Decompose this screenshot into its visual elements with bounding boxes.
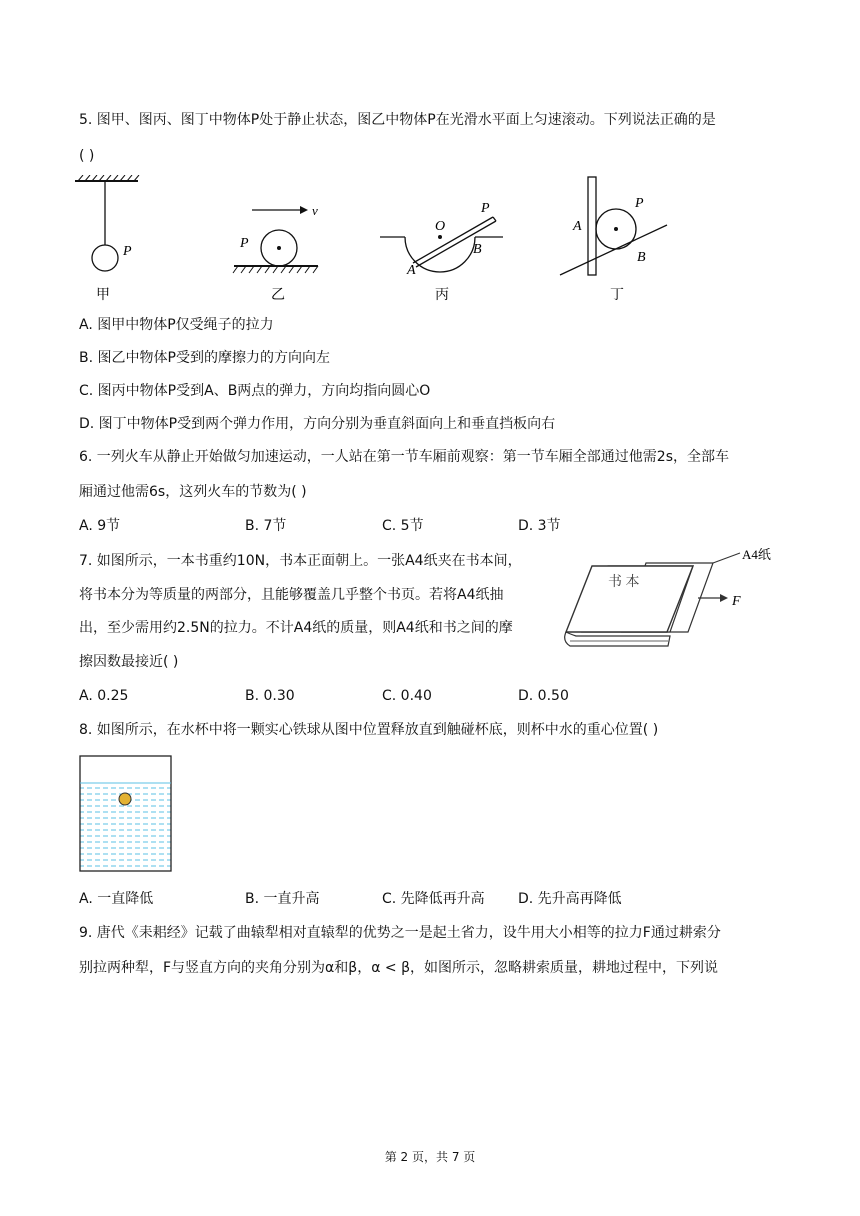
iron-ball <box>119 793 131 805</box>
q8-stem-line1: 8. 如图所示，在水杯中将一颗实心铁球从图中位置释放直到触碰杯底，则杯中水的重心位置( ) <box>79 722 659 738</box>
q9-stem-line1: 9. 唐代《耒耜经》记载了曲辕犁相对直辕犁的优势之一是起土省力，设牛用大小相等的拉力F通过耕索分 <box>79 925 721 941</box>
figure-book <box>560 548 785 653</box>
caption-ding: 丁 <box>610 288 624 303</box>
caption-bing: 丙 <box>435 288 449 303</box>
label-a4-paper: A4纸 <box>742 548 771 562</box>
figure-bing <box>375 195 510 305</box>
label-f: F <box>732 594 741 609</box>
figure-ding <box>555 175 675 305</box>
q7-option-d: D. 0.50 <box>518 688 569 704</box>
q6-option-c: C. 5节 <box>382 518 424 534</box>
label-v: v <box>312 203 318 218</box>
q6-stem-line1: 6. 一列火车从静止开始做匀加速运动，一人站在第一节车厢前观察：第一节车厢全部通过他需2s，全部车 <box>79 449 730 465</box>
q7-stem-line2: 将书本分为等质量的两部分，且能够覆盖几乎整个书页。若将A4纸抽 <box>79 587 504 603</box>
q7-stem-line4: 擦因数最接近( ) <box>79 654 179 670</box>
q6-option-d: D. 3节 <box>518 518 561 534</box>
q7-option-b: B. 0.30 <box>245 688 295 704</box>
q5-option-c: C. 图丙中物体P受到A、B两点的弹力，方向均指向圆心O <box>79 383 431 399</box>
label-b: B <box>637 250 646 265</box>
q5-option-b: B. 图乙中物体P受到的摩擦力的方向向左 <box>79 350 330 366</box>
q8-option-b: B. 一直升高 <box>245 891 320 907</box>
figure-yi <box>230 195 330 305</box>
q7-stem-line1: 7. 如图所示，一本书重约10N，书本正面朝上。一张A4纸夹在书本间， <box>79 553 522 569</box>
caption-jia: 甲 <box>96 288 110 303</box>
q7-stem-line3: 出，至少需用约2.5N的拉力。不计A4纸的质量，则A4纸和书之间的摩 <box>79 620 513 636</box>
label-p: P <box>481 201 490 216</box>
q6-option-b: B. 7节 <box>245 518 287 534</box>
q5-option-a: A. 图甲中物体P仅受绳子的拉力 <box>79 317 274 333</box>
q6-stem-line2: 厢通过他需6s，这列火车的节数为( ) <box>79 484 307 500</box>
q5-stem-line2: ( ) <box>79 148 95 164</box>
label-a: A <box>573 219 582 234</box>
figure-water-cup <box>79 755 173 873</box>
label-p: P <box>635 196 644 211</box>
caption-yi: 乙 <box>271 288 285 303</box>
label-p: P <box>240 236 249 251</box>
label-p: P <box>123 244 132 259</box>
page-number-footer: 第 2 页，共 7 页 <box>384 1150 476 1164</box>
q6-option-a: A. 9节 <box>79 518 121 534</box>
q7-option-a: A. 0.25 <box>79 688 129 704</box>
book-title: 书 本 <box>608 575 640 590</box>
label-o: O <box>435 219 446 234</box>
label-b: B <box>473 242 482 257</box>
q7-option-c: C. 0.40 <box>382 688 432 704</box>
q5-option-d: D. 图丁中物体P受到两个弹力作用，方向分别为垂直斜面向上和垂直挡板向右 <box>79 416 556 432</box>
figure-jia <box>70 175 150 305</box>
q8-option-a: A. 一直降低 <box>79 891 154 907</box>
q8-option-d: D. 先升高再降低 <box>518 891 622 907</box>
q8-option-c: C. 先降低再升高 <box>382 891 485 907</box>
q5-stem-line1: 5. 图甲、图丙、图丁中物体P处于静止状态，图乙中物体P在光滑水平面上匀速滚动。下列说法正确的是 <box>79 112 716 128</box>
label-a: A <box>407 263 416 278</box>
q9-stem-line2: 别拉两种犁，F与竖直方向的夹角分别为α和β，α < β，如图所示，忽略耕索质量，耕地过程中，下列说 <box>79 960 719 976</box>
